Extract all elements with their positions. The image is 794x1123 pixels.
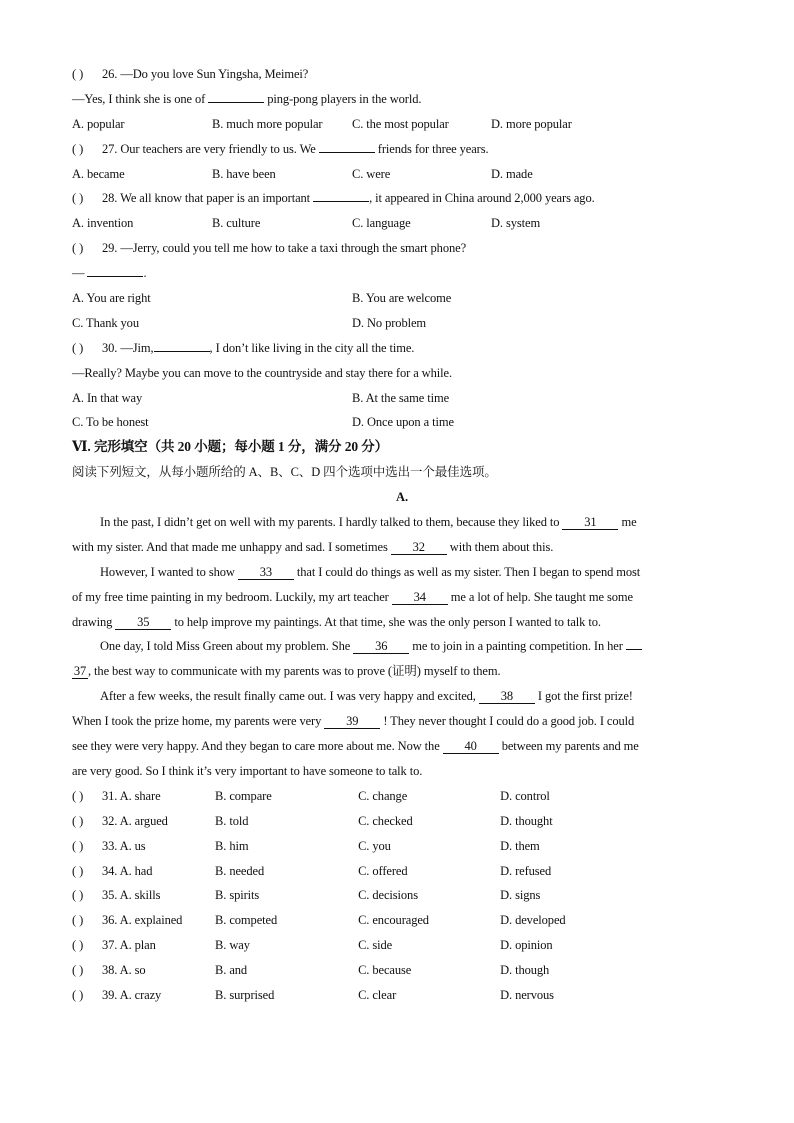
blank-33: 33: [238, 565, 294, 580]
blank-32: 32: [391, 540, 447, 555]
question-30-stem: ( ) 30. —Jim, , I don’t like living in the city all the time.: [72, 336, 732, 361]
option-a[interactable]: 31. A. share: [102, 788, 161, 803]
option-c[interactable]: C. language: [352, 216, 411, 231]
question-27-stem: ( ) 27. Our teachers are very friendly to us. We friends for three years.: [72, 137, 732, 162]
answer-paren[interactable]: ( ): [72, 838, 84, 853]
option-d[interactable]: D. thought: [500, 813, 553, 828]
blank-36: 36: [353, 639, 409, 654]
question-29-options-row1: [72, 286, 732, 311]
option-a[interactable]: A. invention: [72, 216, 134, 231]
question-text: 26. —Do you love Sun Yingsha, Meimei?: [102, 67, 309, 81]
exam-page: [72, 62, 732, 1008]
option-b[interactable]: B. told: [215, 813, 249, 828]
passage-line: are very good. So I think it’s very important to have someone to talk to.: [72, 763, 423, 778]
option-b[interactable]: B. and: [215, 963, 248, 978]
option-c[interactable]: C. clear: [358, 987, 397, 1002]
option-d[interactable]: D. more popular: [491, 116, 572, 131]
option-b[interactable]: B. spirits: [215, 888, 260, 903]
option-c[interactable]: C. because: [358, 963, 412, 978]
question-27-options: [72, 162, 732, 187]
option-b[interactable]: B. way: [215, 938, 250, 953]
section-instruction: 阅读下列短文，从每小题所给的 A、B、C、D 四个选项中选出一个最佳选项。: [72, 465, 497, 480]
option-a[interactable]: A. popular: [72, 116, 125, 131]
option-c[interactable]: C. To be honest: [72, 415, 149, 430]
blank-38: 38: [479, 689, 535, 704]
option-a[interactable]: 35. A. skills: [102, 888, 161, 903]
option-b[interactable]: B. competed: [215, 913, 278, 928]
option-c[interactable]: C. were: [352, 166, 391, 181]
passage-line: In the past, I didn’t get on well with my parents. I hardly talked to them, because they liked to 31 me: [100, 515, 637, 530]
cloze-question-32: [72, 809, 732, 834]
question-29-reply: — .: [72, 261, 732, 286]
answer-paren[interactable]: ( ): [72, 938, 84, 953]
passage-line: However, I wanted to show 33 that I could do things as well as my sister. Then I began to spend most: [100, 564, 641, 579]
answer-paren[interactable]: ( ): [72, 987, 84, 1002]
option-d[interactable]: D. though: [500, 963, 550, 978]
option-a[interactable]: 37. A. plan: [102, 938, 156, 953]
option-d[interactable]: D. nervous: [500, 987, 554, 1002]
answer-paren[interactable]: ( ): [72, 141, 84, 156]
passage-label: A.: [396, 490, 408, 505]
option-d[interactable]: D. them: [500, 838, 540, 853]
option-d[interactable]: D. No problem: [352, 315, 427, 330]
option-d[interactable]: D. Once upon a time: [352, 415, 454, 430]
option-c[interactable]: C. side: [358, 938, 393, 953]
answer-paren[interactable]: ( ): [72, 788, 84, 803]
option-b[interactable]: B. have been: [212, 166, 276, 181]
answer-paren[interactable]: ( ): [72, 241, 84, 256]
option-b[interactable]: B. compare: [215, 788, 272, 803]
answer-blank: [319, 139, 375, 153]
answer-paren[interactable]: ( ): [72, 813, 84, 828]
answer-paren[interactable]: ( ): [72, 963, 84, 978]
option-a[interactable]: 33. A. us: [102, 838, 146, 853]
cloze-question-39: [72, 983, 732, 1008]
blank-31: 31: [562, 515, 618, 530]
option-d[interactable]: D. refused: [500, 863, 552, 878]
option-c[interactable]: C. checked: [358, 813, 413, 828]
passage-line: 37 , the best way to communicate with my parents was to prove (证明) myself to them.: [73, 664, 501, 679]
answer-paren[interactable]: ( ): [72, 863, 84, 878]
option-a[interactable]: 36. A. explained: [102, 913, 183, 928]
question-28-stem: ( ) 28. We all know that paper is an important , it appeared in China around 2,000 years ago.: [72, 186, 732, 211]
cloze-question-38: [72, 958, 732, 983]
answer-paren[interactable]: ( ): [72, 67, 84, 81]
option-a[interactable]: A. You are right: [72, 291, 151, 306]
answer-paren[interactable]: ( ): [72, 340, 84, 355]
section-title: Ⅵ. 完形填空（共 20 小题；每小题 1 分，满分 20 分）: [72, 439, 389, 455]
option-d[interactable]: D. made: [491, 166, 533, 181]
cloze-question-34: [72, 859, 732, 884]
option-b[interactable]: B. much more popular: [212, 116, 323, 131]
answer-blank: [87, 263, 143, 277]
option-c[interactable]: C. you: [358, 838, 391, 853]
answer-blank: [208, 89, 264, 103]
cloze-question-33: [72, 834, 732, 859]
question-29-options-row2: [72, 311, 732, 336]
option-b[interactable]: B. surprised: [215, 987, 275, 1002]
cloze-question-37: [72, 933, 732, 958]
option-d[interactable]: D. system: [491, 216, 541, 231]
blank-35: 35: [115, 615, 171, 630]
blank-34: 34: [392, 590, 448, 605]
option-a[interactable]: 38. A. so: [102, 963, 146, 978]
answer-paren[interactable]: ( ): [72, 888, 84, 903]
passage-line: After a few weeks, the result finally came out. I was very happy and excited, 38 I got the first prize!: [100, 689, 633, 704]
option-b[interactable]: B. him: [215, 838, 249, 853]
question-29-stem: ( ) 29. —Jerry, could you tell me how to take a taxi through the smart phone?: [72, 236, 732, 261]
question-26-stem: [72, 62, 732, 87]
passage-line: When I took the prize home, my parents were very 39 ! They never thought I could do a good job. I could: [72, 714, 635, 729]
passage-line: of my free time painting in my bedroom. Luckily, my art teacher 34 me a lot of help. She taught me some: [72, 589, 633, 604]
option-d[interactable]: D. developed: [500, 913, 566, 928]
question-30-reply: —Really? Maybe you can move to the countryside and stay there for a while.: [72, 365, 452, 380]
blank-37: 37: [73, 664, 87, 679]
question-30-options-row2: [72, 410, 732, 435]
option-d[interactable]: D. control: [500, 788, 550, 803]
blank-40: 40: [443, 739, 499, 754]
cloze-question-31: [72, 784, 732, 809]
option-b[interactable]: B. At the same time: [352, 390, 450, 405]
option-b[interactable]: B. You are welcome: [352, 291, 452, 306]
answer-paren[interactable]: ( ): [72, 191, 84, 206]
answer-blank: [313, 188, 369, 202]
blank-39: 39: [324, 714, 380, 729]
passage-line: see they were very happy. And they began to care more about me. Now the 40 between my parents and me: [72, 739, 639, 754]
question-30-options-row1: [72, 386, 732, 411]
option-c[interactable]: C. Thank you: [72, 315, 139, 330]
passage-line: drawing 35 to help improve my paintings. At that time, she was the only person I wanted to talk to.: [72, 614, 601, 629]
option-d[interactable]: D. opinion: [500, 938, 553, 953]
option-c[interactable]: C. decisions: [358, 888, 418, 903]
option-d[interactable]: D. signs: [500, 888, 541, 903]
passage-line: One day, I told Miss Green about my problem. She 36 me to join in a painting competition. In her: [72, 634, 732, 659]
answer-blank: [154, 338, 210, 352]
option-c[interactable]: C. offered: [358, 863, 408, 878]
option-a[interactable]: A. became: [72, 166, 125, 181]
cloze-question-36: [72, 908, 732, 933]
option-c[interactable]: C. change: [358, 788, 408, 803]
answer-paren[interactable]: ( ): [72, 913, 84, 928]
option-c[interactable]: C. the most popular: [352, 116, 449, 131]
option-b[interactable]: B. needed: [215, 863, 265, 878]
option-b[interactable]: B. culture: [212, 216, 261, 231]
question-26-options: [72, 112, 732, 137]
question-28-options: [72, 211, 732, 236]
option-a[interactable]: 32. A. argued: [102, 813, 168, 828]
option-a[interactable]: 39. A. crazy: [102, 987, 162, 1002]
option-a[interactable]: 34. A. had: [102, 863, 153, 878]
option-c[interactable]: C. encouraged: [358, 913, 429, 928]
question-26-reply: —Yes, I think she is one of ping-pong players in the world.: [72, 87, 732, 112]
option-a[interactable]: A. In that way: [72, 390, 143, 405]
cloze-question-35: [72, 883, 732, 908]
passage-line: with my sister. And that made me unhappy and sad. I sometimes 32 with them about this.: [72, 539, 554, 554]
